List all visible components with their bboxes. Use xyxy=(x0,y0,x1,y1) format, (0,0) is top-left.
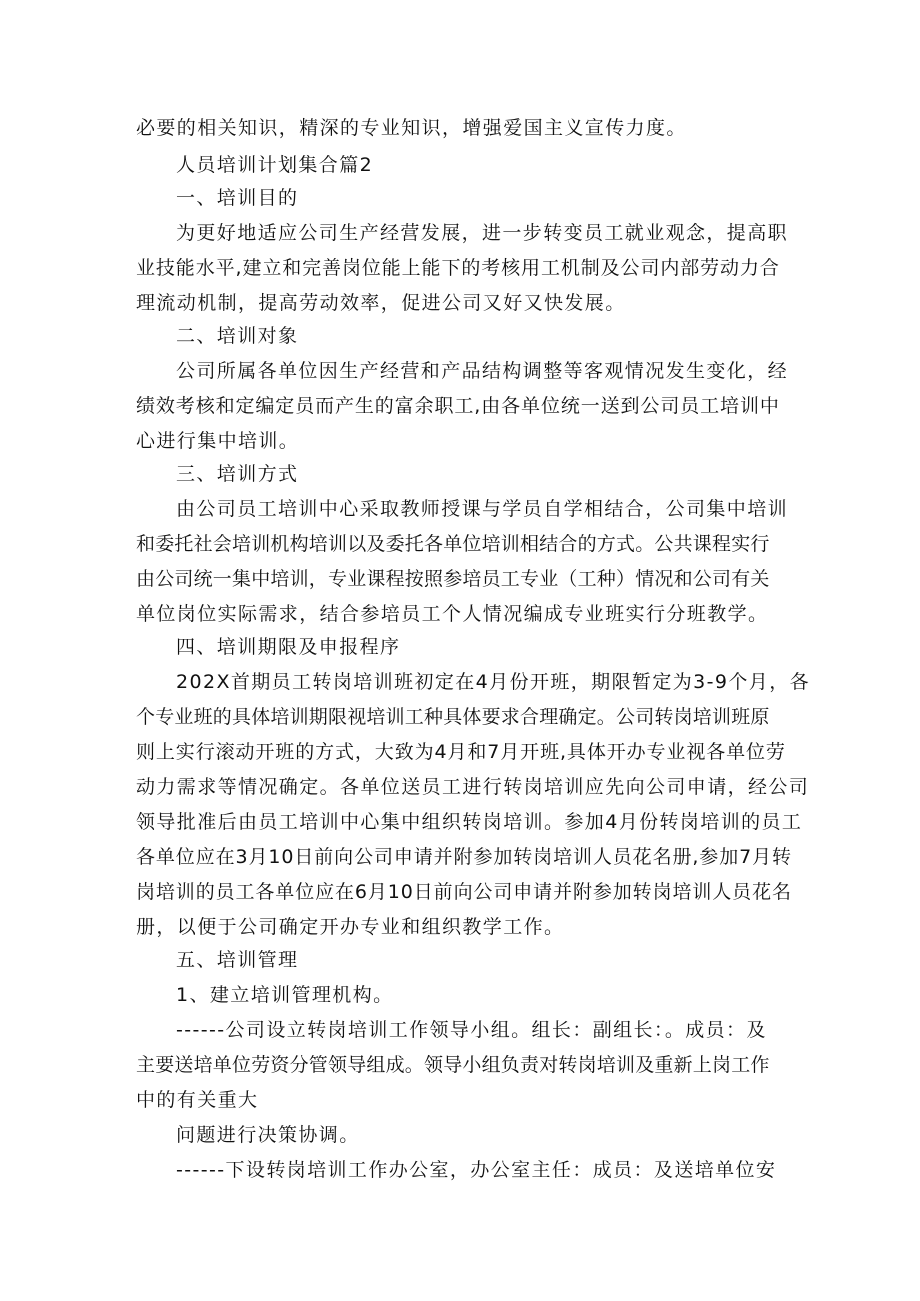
paragraph-line: 岗培训的员工各单位应在6月10日前向公司申请并附参加转岗培训人员花名 xyxy=(136,881,792,903)
paragraph-line: 问题进行决策协调。 xyxy=(176,1124,360,1146)
paragraph-line: 必要的相关知识，精深的专业知识，增强爱国主义宣传力度。 xyxy=(136,117,687,139)
heading-training-period: 四、培训期限及申报程序 xyxy=(176,636,401,658)
paragraph-line: 册，以便于公司确定开办专业和组织教学工作。 xyxy=(136,916,565,938)
paragraph-line: ------公司设立转岗培训工作领导小组。组长：副组长：。成员：及 xyxy=(176,1019,767,1041)
paragraph-line: 单位岗位实际需求，结合参培员工个人情况编成专业班实行分班教学。 xyxy=(136,603,769,625)
paragraph-line: 主要送培单位劳资分管领导组成。领导小组负责对转岗培训及重新上岗工作 xyxy=(136,1054,770,1076)
paragraph-line: 公司所属各单位因生产经营和产品结构调整等客观情况发生变化，经 xyxy=(176,360,789,382)
paragraph-line: 中的有关重大 xyxy=(136,1089,259,1111)
paragraph-line: 动力需求等情况确定。各单位送员工进行转岗培训应先向公司申请，经公司 xyxy=(136,776,810,798)
paragraph-line: 领导批准后由员工培训中心集中组织转岗培训。参加4月份转岗培训的员工 xyxy=(136,811,803,833)
paragraph-line: 绩效考核和定编定员而产生的富余职工,由各单位统一送到公司员工培训中 xyxy=(136,395,780,417)
paragraph-line: 由公司员工培训中心采取教师授课与学员自学相结合，公司集中培训 xyxy=(176,498,789,520)
paragraph-line: 为更好地适应公司生产经营发展，进一步转变员工就业观念，提高职 xyxy=(176,222,789,244)
paragraph-line: 由公司统一集中培训，专业课程按照参培员工专业（工种）情况和公司有关 xyxy=(136,568,770,590)
paragraph-line: 202X首期员工转岗培训班初定在4月份开班，期限暂定为3-9个月，各 xyxy=(176,671,811,693)
heading-training-target: 二、培训对象 xyxy=(176,325,299,347)
heading-training-management: 五、培训管理 xyxy=(176,949,299,971)
paragraph-line: 业技能水平,建立和完善岗位能上能下的考核用工机制及公司内部劳动力合 xyxy=(136,257,780,279)
section-title: 人员培训计划集合篇2 xyxy=(176,154,374,176)
paragraph-line: ------下设转岗培训工作办公室，办公室主任：成员：及送培单位安 xyxy=(176,1159,777,1181)
heading-training-method: 三、培训方式 xyxy=(176,463,299,485)
paragraph-line: 则上实行滚动开班的方式，大致为4月和7月开班,具体开办专业视各单位劳 xyxy=(136,741,786,763)
subheading-management-structure: 1、建立培训管理机构。 xyxy=(176,984,394,1006)
heading-training-purpose: 一、培训目的 xyxy=(176,187,299,209)
paragraph-line: 心进行集中培训。 xyxy=(136,430,300,452)
paragraph-line: 和委托社会培训机构培训以及委托各单位培训相结合的方式。公共课程实行 xyxy=(136,533,770,555)
paragraph-line: 各单位应在3月10日前向公司申请并附参加转岗培训人员花名册,参加7月转 xyxy=(136,846,792,868)
paragraph-line: 理流动机制，提高劳动效率，促进公司又好又快发展。 xyxy=(136,292,626,314)
paragraph-line: 个专业班的具体培训期限视培训工种具体要求合理确定。公司转岗培训班原 xyxy=(136,706,770,728)
